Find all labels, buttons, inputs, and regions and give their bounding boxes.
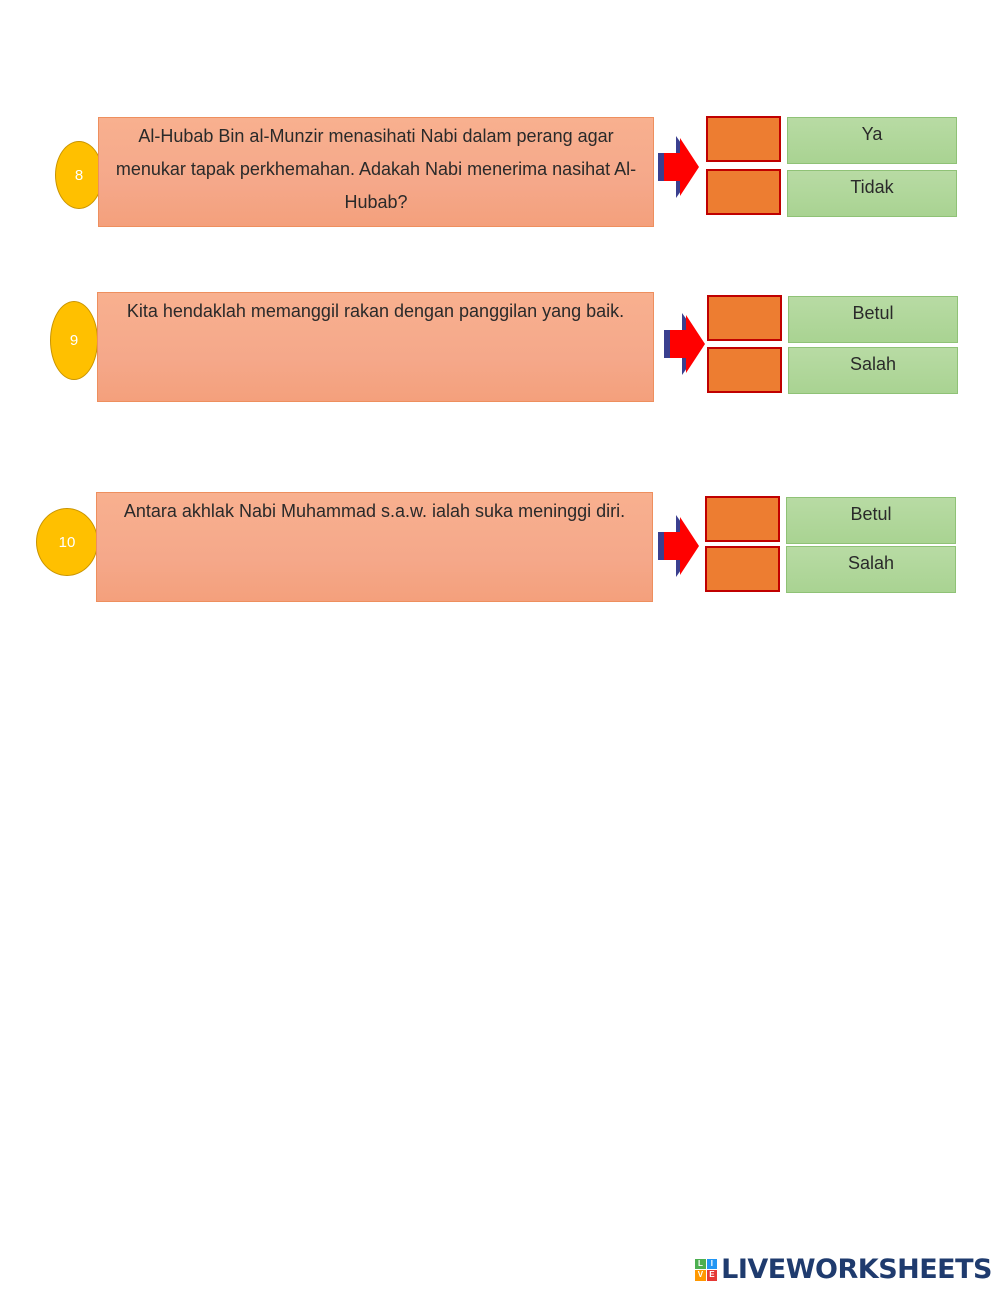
option-salah[interactable]: Salah bbox=[788, 347, 958, 394]
question-text: Antara akhlak Nabi Muhammad s.a.w. ialah suka meninggi diri. bbox=[96, 492, 653, 602]
answer-drop-slot-1[interactable] bbox=[705, 496, 780, 542]
right-arrow-icon bbox=[664, 311, 706, 377]
question-number-badge: 9 bbox=[50, 301, 98, 380]
question-text: Al-Hubab Bin al-Munzir menasihati Nabi dalam perang agar menukar tapak perkhemahan. Adakah Nabi menerima nasihat Al-Hubab? bbox=[98, 117, 654, 227]
option-betul[interactable]: Betul bbox=[788, 296, 958, 343]
question-text: Kita hendaklah memanggil rakan dengan panggilan yang baik. bbox=[97, 292, 654, 402]
answer-drop-slot-2[interactable] bbox=[706, 169, 781, 215]
answer-drop-slot-1[interactable] bbox=[706, 116, 781, 162]
option-ya[interactable]: Ya bbox=[787, 117, 957, 164]
option-salah[interactable]: Salah bbox=[786, 546, 956, 593]
answer-drop-slot-1[interactable] bbox=[707, 295, 782, 341]
question-number-badge: 8 bbox=[55, 141, 103, 209]
option-tidak[interactable]: Tidak bbox=[787, 170, 957, 217]
option-betul[interactable]: Betul bbox=[786, 497, 956, 544]
answer-drop-slot-2[interactable] bbox=[707, 347, 782, 393]
logo-letter: L bbox=[695, 1259, 706, 1270]
answer-drop-slot-2[interactable] bbox=[705, 546, 780, 592]
right-arrow-icon bbox=[658, 134, 700, 200]
logo-letter: V bbox=[695, 1270, 706, 1281]
right-arrow-icon bbox=[658, 513, 700, 579]
liveworksheets-logo-icon bbox=[695, 1259, 717, 1281]
question-number-badge: 10 bbox=[36, 508, 98, 576]
logo-letter: I bbox=[707, 1259, 718, 1270]
logo-letter: E bbox=[707, 1270, 718, 1281]
liveworksheets-brand bbox=[695, 1254, 992, 1285]
brand-name: LIVEWORKSHEETS bbox=[721, 1254, 992, 1285]
